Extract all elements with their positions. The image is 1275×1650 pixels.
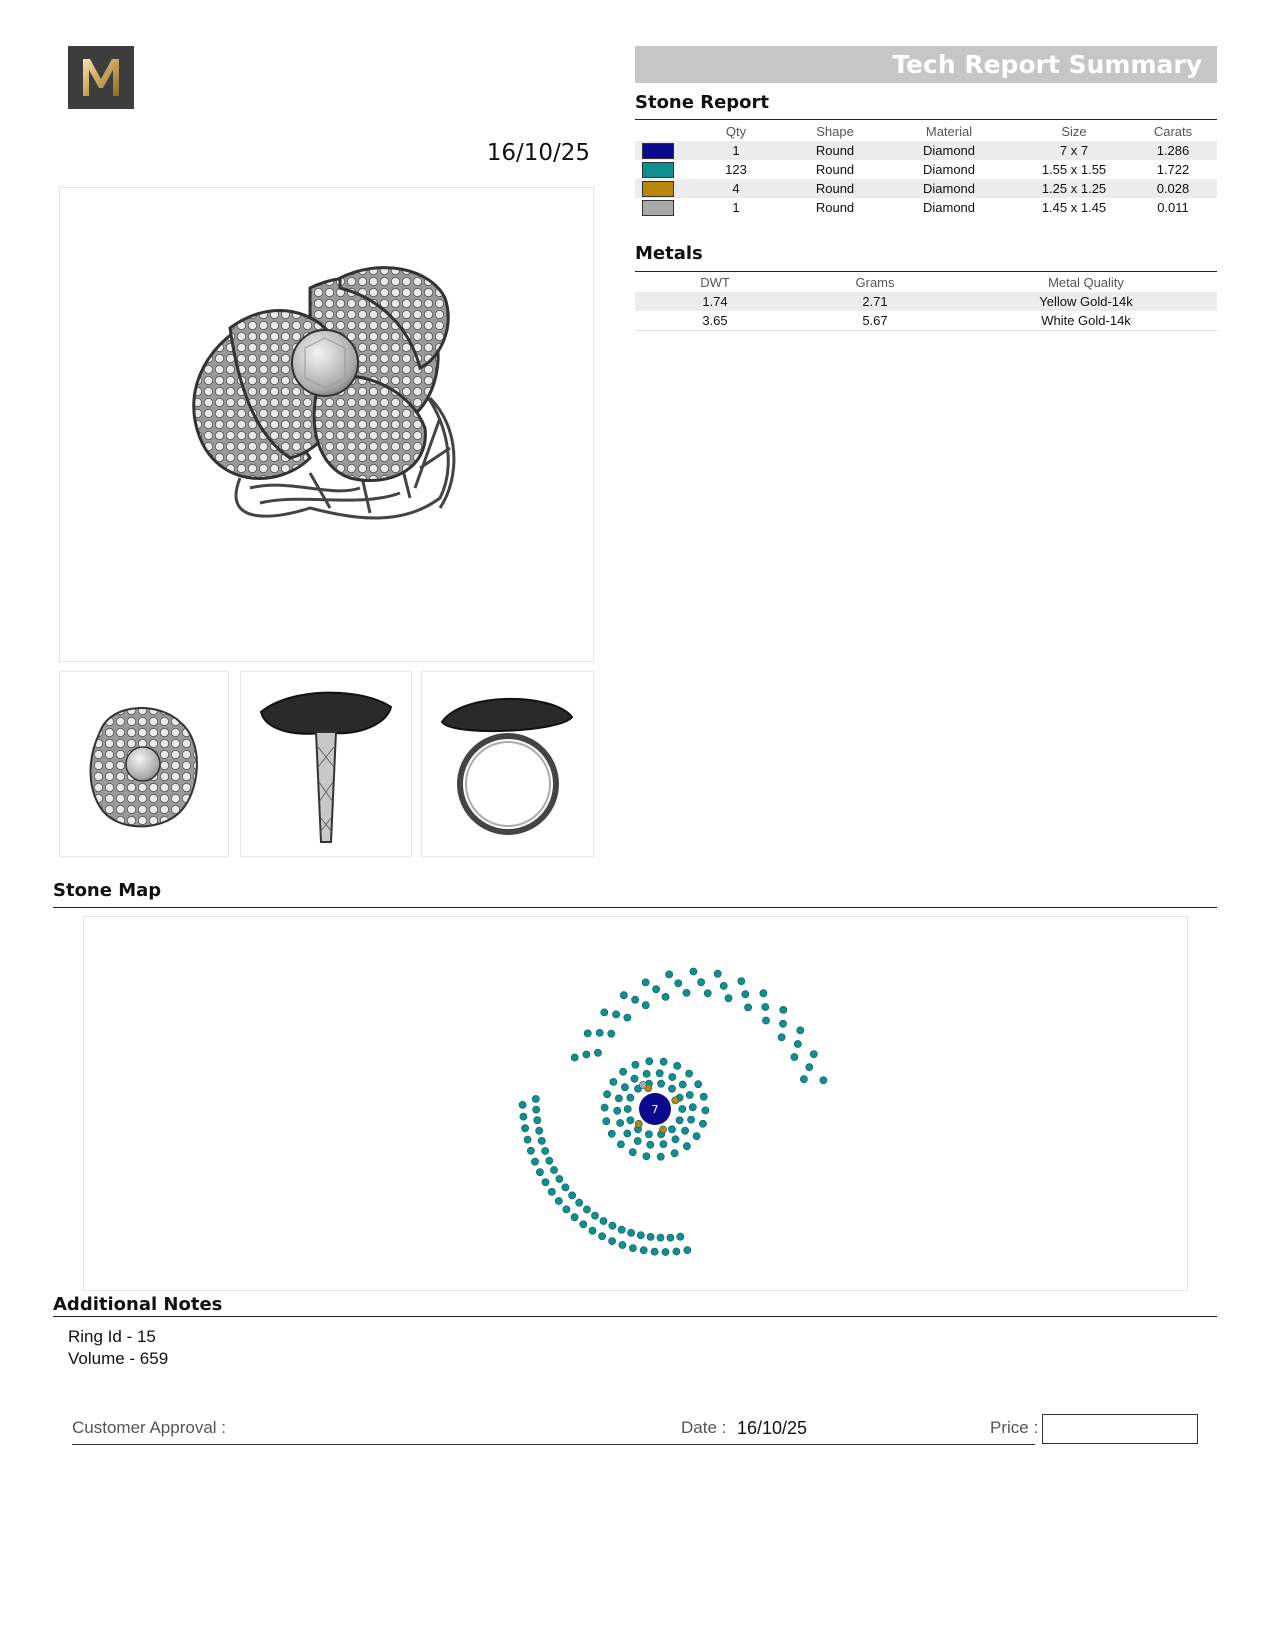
stone-marker (627, 1117, 634, 1124)
divider (635, 119, 1217, 120)
stone-marker (642, 1002, 649, 1009)
metal-quality-cell: White Gold-14k (1041, 313, 1131, 328)
stone-marker (604, 1091, 611, 1098)
stone-marker (608, 1030, 615, 1037)
stone-marker (519, 1101, 526, 1108)
price-label: Price : (990, 1418, 1039, 1437)
stone-marker (702, 1107, 709, 1114)
stone-marker (621, 1084, 628, 1091)
shape-cell: Round (815, 162, 855, 177)
column-header: Metal Quality (1048, 275, 1124, 290)
column-header: Carats (1153, 124, 1193, 139)
stone-marker (647, 1141, 654, 1148)
stone-marker (635, 1120, 642, 1127)
stone-marker (583, 1051, 590, 1058)
stone-marker (779, 1020, 786, 1027)
stone-marker (548, 1188, 555, 1195)
stone-color-swatch (642, 200, 674, 216)
stone-marker (820, 1077, 827, 1084)
report-title: Tech Report Summary (892, 50, 1202, 79)
stone-marker (632, 1061, 639, 1068)
stone-color-swatch (642, 162, 674, 178)
stone-marker (627, 1094, 634, 1101)
stone-marker (797, 1027, 804, 1034)
stone-marker (569, 1192, 576, 1199)
stone-marker (658, 1080, 665, 1087)
stone-marker (536, 1169, 543, 1176)
metal-quality-cell: Yellow Gold-14k (955, 292, 1217, 311)
qty-cell: 1 (732, 200, 740, 215)
main-ring-render (59, 187, 594, 662)
stone-marker (631, 1075, 638, 1082)
stone-marker (643, 1153, 650, 1160)
report-title-bar (635, 46, 1217, 83)
stone-marker (794, 1040, 801, 1047)
stone-marker (532, 1095, 539, 1102)
stone-marker (610, 1078, 617, 1085)
stone-marker (527, 1147, 534, 1154)
divider (635, 271, 1217, 272)
table-row (635, 311, 1217, 331)
stone-marker (594, 1049, 601, 1056)
carats-cell: 0.011 (1157, 200, 1189, 215)
column-header: Size (1061, 124, 1087, 139)
stone-marker (520, 1113, 527, 1120)
stone-marker (800, 1076, 807, 1083)
size-cell: 1.45 x 1.45 (1041, 200, 1107, 215)
stone-marker (657, 1153, 664, 1160)
stone-marker (682, 1127, 689, 1134)
stone-marker (639, 1081, 646, 1088)
carats-cell: 0.028 (1129, 179, 1217, 198)
qty-cell: 123 (725, 162, 747, 177)
stone-marker (542, 1147, 549, 1154)
stone-map-canvas (84, 917, 1187, 1290)
stone-marker (576, 1199, 583, 1206)
qty-cell: 1 (681, 141, 791, 160)
stone-marker (659, 1126, 666, 1133)
stone-marker (637, 1232, 644, 1239)
stone-marker (657, 1234, 664, 1241)
divider (53, 1316, 1217, 1317)
shape-cell: Round (815, 200, 855, 215)
stone-marker (601, 1104, 608, 1111)
size-cell: 7 x 7 (1019, 141, 1129, 160)
metals-title: Metals (635, 243, 703, 264)
report-date: 16/10/25 (486, 140, 590, 166)
signature-line[interactable] (72, 1444, 1035, 1445)
center-stone-label: 7 (651, 1103, 659, 1116)
stone-marker (601, 1009, 608, 1016)
stone-marker (614, 1107, 621, 1114)
material-cell: Diamond (879, 179, 1019, 198)
company-logo (68, 46, 134, 109)
stone-marker (645, 1131, 652, 1138)
stone-marker (667, 1234, 674, 1241)
stone-color-swatch (642, 143, 674, 159)
stone-map-diagram (83, 916, 1188, 1291)
stone-marker (686, 1091, 693, 1098)
stone-marker (669, 1073, 676, 1080)
stone-marker (534, 1117, 541, 1124)
grams-cell: 5.67 (862, 313, 888, 328)
stone-marker (688, 1116, 695, 1123)
stone-marker (673, 1248, 680, 1255)
divider (53, 907, 1217, 908)
stone-marker (617, 1141, 624, 1148)
stone-marker (642, 979, 649, 986)
stone-marker (653, 986, 660, 993)
stone-marker (562, 1184, 569, 1191)
stone-marker (745, 1004, 752, 1011)
stone-marker (629, 1245, 636, 1252)
stone-marker (666, 971, 673, 978)
stone-marker (679, 1105, 686, 1112)
stone-marker (571, 1214, 578, 1221)
stone-marker (546, 1157, 553, 1164)
stone-color-swatch (642, 181, 674, 197)
dwt-cell: 1.74 (635, 292, 795, 311)
stone-report-table (635, 122, 1217, 217)
table-row (635, 198, 1217, 217)
stone-marker (675, 980, 682, 987)
stone-map-title: Stone Map (53, 880, 162, 901)
stone-marker (624, 1014, 631, 1021)
stone-marker (536, 1127, 543, 1134)
stone-marker (674, 1062, 681, 1069)
table-header-row (635, 122, 1217, 141)
stone-marker (672, 1097, 679, 1104)
approval-date-value: 16/10/25 (737, 1418, 808, 1438)
stone-marker (624, 1105, 631, 1112)
stone-marker (596, 1029, 603, 1036)
stone-marker (603, 1118, 610, 1125)
stone-marker (676, 1117, 683, 1124)
stone-marker (618, 1226, 625, 1233)
approval-date-label: Date : (681, 1418, 727, 1437)
table-row (635, 141, 1217, 160)
ring-side-view-thumbnail (240, 671, 412, 857)
shape-cell: Round (791, 179, 879, 198)
column-header: Qty (725, 124, 747, 139)
stone-marker (683, 989, 690, 996)
stone-marker (640, 1247, 647, 1254)
stone-marker (615, 1095, 622, 1102)
stone-marker (538, 1137, 545, 1144)
stone-marker (522, 1125, 529, 1132)
stone-marker (714, 970, 721, 977)
stone-marker (629, 1149, 636, 1156)
stone-marker (693, 1133, 700, 1140)
stone-marker (620, 1068, 627, 1075)
stone-marker (662, 993, 669, 1000)
stone-marker (760, 990, 767, 997)
stone-marker (533, 1106, 540, 1113)
material-cell: Diamond (922, 200, 976, 215)
size-cell: 1.55 x 1.55 (1041, 162, 1107, 177)
stone-marker (589, 1227, 596, 1234)
column-header: DWT (700, 275, 730, 290)
stone-marker (698, 979, 705, 986)
stone-report-title: Stone Report (635, 92, 770, 113)
table-header-row (635, 273, 1217, 292)
stone-marker (634, 1137, 641, 1144)
stone-marker (619, 1241, 626, 1248)
shape-cell: Round (791, 141, 879, 160)
stone-marker (624, 1130, 631, 1137)
stone-marker (778, 1034, 785, 1041)
note-line: Volume - 659 (68, 1349, 169, 1368)
stone-marker (668, 1085, 675, 1092)
customer-approval-label: Customer Approval : (72, 1418, 227, 1437)
stone-marker (720, 982, 727, 989)
stone-marker (738, 978, 745, 985)
table-row (635, 179, 1217, 198)
stone-marker (686, 1070, 693, 1077)
additional-notes-title: Additional Notes (53, 1294, 223, 1315)
stone-marker (646, 1058, 653, 1065)
stone-marker (683, 1143, 690, 1150)
stone-marker (725, 995, 732, 1002)
stone-marker (679, 1081, 686, 1088)
stone-marker (617, 1119, 624, 1126)
stone-marker (651, 1248, 658, 1255)
stone-marker (628, 1229, 635, 1236)
stone-marker (780, 1006, 787, 1013)
carats-cell: 1.286 (1129, 141, 1217, 160)
stone-marker (677, 1233, 684, 1240)
stone-marker (542, 1179, 549, 1186)
column-header: Shape (816, 124, 854, 139)
stone-marker (555, 1197, 562, 1204)
stone-marker (632, 996, 639, 1003)
stone-marker (671, 1150, 678, 1157)
stone-marker (550, 1166, 557, 1173)
stone-marker (584, 1030, 591, 1037)
stone-marker (806, 1064, 813, 1071)
stone-marker (609, 1222, 616, 1229)
size-cell: 1.25 x 1.25 (1019, 179, 1129, 198)
stone-marker (643, 1070, 650, 1077)
stone-marker (704, 990, 711, 997)
stone-marker (672, 1136, 679, 1143)
stone-marker (700, 1093, 707, 1100)
stone-marker (580, 1221, 587, 1228)
metals-table (635, 273, 1217, 331)
stone-marker (762, 1017, 769, 1024)
table-row (635, 160, 1217, 179)
carats-cell: 1.722 (1156, 162, 1190, 177)
material-cell: Diamond (879, 141, 1019, 160)
stone-marker (613, 1011, 620, 1018)
stone-marker (684, 1247, 691, 1254)
stone-marker (690, 968, 697, 975)
stone-marker (660, 1058, 667, 1065)
stone-marker (742, 991, 749, 998)
stone-marker (556, 1175, 563, 1182)
material-cell: Diamond (922, 162, 976, 177)
stone-marker (591, 1212, 598, 1219)
ring-top-view-thumbnail (59, 671, 229, 857)
ring-front-view-thumbnail (421, 671, 594, 857)
stone-marker (647, 1233, 654, 1240)
stone-marker (660, 1141, 667, 1148)
price-input-box[interactable] (1042, 1414, 1198, 1444)
table-row (635, 292, 1217, 311)
column-header: Material (925, 124, 973, 139)
stone-marker (608, 1130, 615, 1137)
stone-marker (662, 1248, 669, 1255)
grams-cell: 2.71 (795, 292, 955, 311)
stone-marker (695, 1081, 702, 1088)
stone-marker (689, 1104, 696, 1111)
column-header (635, 122, 681, 141)
column-header: Grams (855, 275, 895, 290)
stone-marker (531, 1158, 538, 1165)
stone-marker (656, 1070, 663, 1077)
stone-marker (563, 1206, 570, 1213)
stone-marker (699, 1120, 706, 1127)
dwt-cell: 3.65 (702, 313, 728, 328)
stone-marker (810, 1051, 817, 1058)
stone-marker (599, 1233, 606, 1240)
stone-marker (791, 1053, 798, 1060)
qty-cell: 4 (681, 179, 791, 198)
stone-marker (571, 1054, 578, 1061)
stone-marker (583, 1206, 590, 1213)
stone-marker (600, 1217, 607, 1224)
stone-marker (524, 1136, 531, 1143)
stone-marker (620, 992, 627, 999)
note-line: Ring Id - 15 (68, 1327, 156, 1346)
stone-marker (668, 1126, 675, 1133)
stone-marker (609, 1238, 616, 1245)
stone-marker (762, 1003, 769, 1010)
